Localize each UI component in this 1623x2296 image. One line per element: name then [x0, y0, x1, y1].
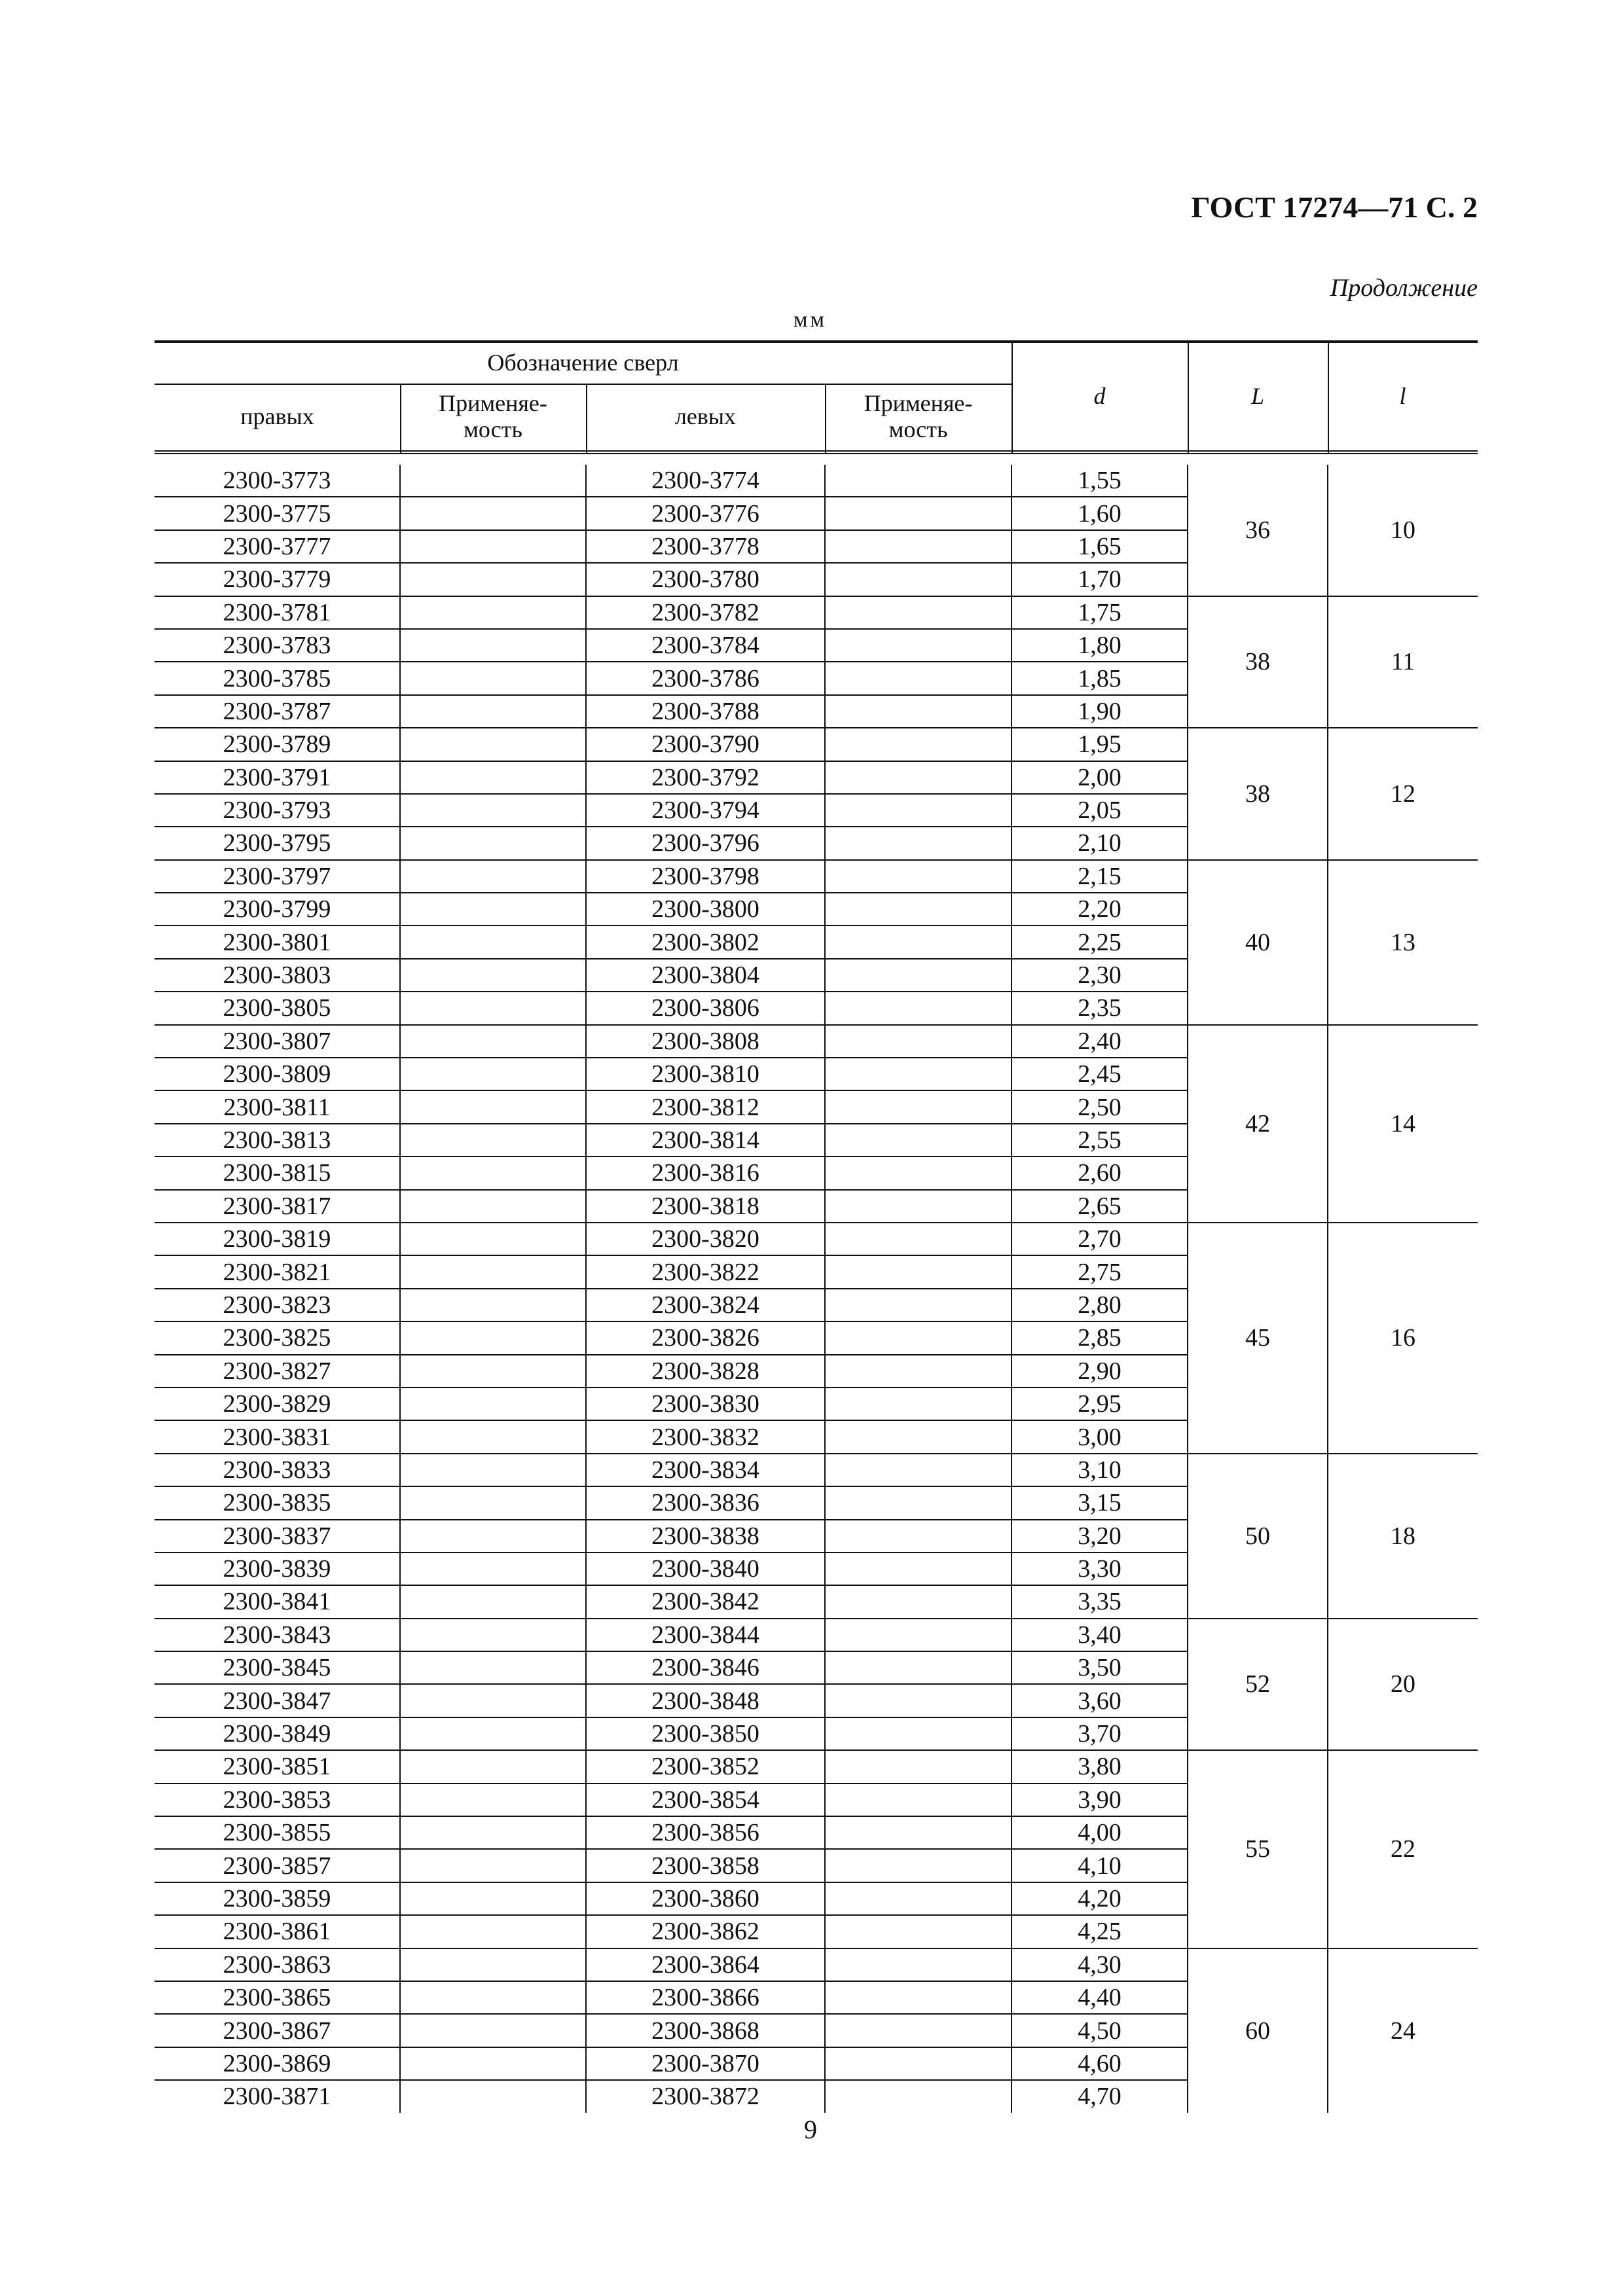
left-drill-code: 2300-3802 [586, 925, 825, 958]
header-left-drills: левых [674, 403, 737, 430]
right-drill-code: 2300-3815 [155, 1157, 400, 1189]
diameter-d: 2,75 [1012, 1255, 1188, 1288]
right-drill-code: 2300-3823 [155, 1289, 400, 1321]
right-drill-code: 2300-3841 [155, 1585, 400, 1618]
left-drill-code: 2300-3820 [586, 1223, 825, 1255]
left-drill-code: 2300-3790 [586, 728, 825, 761]
diameter-d: 2,30 [1012, 959, 1188, 992]
right-drill-code: 2300-3797 [155, 860, 400, 893]
right-drill-code: 2300-3807 [155, 1025, 400, 1058]
applicability-left-cell [825, 1025, 1012, 1058]
right-drill-code: 2300-3835 [155, 1486, 400, 1519]
applicability-right-cell [400, 662, 586, 694]
diameter-d: 1,65 [1012, 530, 1188, 563]
applicability-left-cell [825, 1190, 1012, 1223]
left-drill-code: 2300-3786 [586, 662, 825, 694]
left-drill-code: 2300-3844 [586, 1619, 825, 1651]
applicability-right-cell [400, 827, 586, 859]
applicability-left-cell [825, 1355, 1012, 1388]
left-drill-code: 2300-3808 [586, 1025, 825, 1058]
right-drill-code: 2300-3829 [155, 1388, 400, 1420]
left-drill-code: 2300-3824 [586, 1289, 825, 1321]
applicability-right-cell [400, 1321, 586, 1354]
table-row [155, 1750, 1478, 1783]
right-drill-code: 2300-3803 [155, 959, 400, 992]
table-row [155, 728, 1478, 761]
length-l: 13 [1328, 860, 1478, 1025]
diameter-d: 2,55 [1012, 1124, 1188, 1157]
diameter-d: 2,70 [1012, 1223, 1188, 1255]
diameter-d: 4,40 [1012, 1981, 1188, 2014]
right-drill-code: 2300-3831 [155, 1420, 400, 1453]
diameter-d: 2,10 [1012, 827, 1188, 859]
right-drill-code: 2300-3855 [155, 1816, 400, 1849]
length-L: 55 [1188, 1750, 1328, 1948]
applicability-right-cell [400, 925, 586, 958]
left-drill-code: 2300-3840 [586, 1552, 825, 1585]
table-row [155, 465, 1478, 497]
left-drill-code: 2300-3798 [586, 860, 825, 893]
left-drill-code: 2300-3776 [586, 497, 825, 529]
applicability-left-cell [825, 1255, 1012, 1288]
diameter-d: 3,80 [1012, 1750, 1188, 1783]
left-drill-code: 2300-3868 [586, 2014, 825, 2047]
right-drill-code: 2300-3843 [155, 1619, 400, 1651]
left-drill-code: 2300-3794 [586, 794, 825, 827]
applicability-left-cell [825, 893, 1012, 925]
right-drill-code: 2300-3821 [155, 1255, 400, 1288]
right-drill-code: 2300-3847 [155, 1684, 400, 1717]
left-drill-code: 2300-3854 [586, 1784, 825, 1816]
right-drill-code: 2300-3819 [155, 1223, 400, 1255]
left-drill-code: 2300-3814 [586, 1124, 825, 1157]
applicability-right-cell [400, 1684, 586, 1717]
left-drill-code: 2300-3842 [586, 1585, 825, 1618]
diameter-d: 2,80 [1012, 1289, 1188, 1321]
diameter-d: 4,20 [1012, 1882, 1188, 1915]
header-l: l [1399, 383, 1406, 409]
right-drill-code: 2300-3779 [155, 563, 400, 596]
left-drill-code: 2300-3830 [586, 1388, 825, 1420]
left-drill-code: 2300-3782 [586, 596, 825, 629]
diameter-d: 2,25 [1012, 925, 1188, 958]
right-drill-code: 2300-3791 [155, 761, 400, 794]
applicability-right-cell [400, 992, 586, 1024]
diameter-d: 2,95 [1012, 1388, 1188, 1420]
applicability-left-cell [825, 1388, 1012, 1420]
applicability-right-cell [400, 530, 586, 563]
left-drill-code: 2300-3804 [586, 959, 825, 992]
right-drill-code: 2300-3863 [155, 1948, 400, 1981]
right-drill-code: 2300-3811 [155, 1090, 400, 1123]
diameter-d: 2,20 [1012, 893, 1188, 925]
right-drill-code: 2300-3837 [155, 1520, 400, 1552]
left-drill-code: 2300-3822 [586, 1255, 825, 1288]
applicability-left-cell [825, 1520, 1012, 1552]
applicability-right-cell [400, 1750, 586, 1783]
right-drill-code: 2300-3817 [155, 1190, 400, 1223]
applicability-right-cell [400, 2047, 586, 2080]
table-row [155, 1223, 1478, 1255]
diameter-d: 3,15 [1012, 1486, 1188, 1519]
diameter-d: 3,90 [1012, 1784, 1188, 1816]
applicability-left-cell [825, 1454, 1012, 1486]
drills-table [155, 465, 1478, 2113]
diameter-d: 3,00 [1012, 1420, 1188, 1453]
applicability-left-cell [825, 1750, 1012, 1783]
table-row [155, 860, 1478, 893]
left-drill-code: 2300-3800 [586, 893, 825, 925]
length-l: 24 [1328, 1948, 1478, 2113]
length-L: 45 [1188, 1223, 1328, 1454]
applicability-left-cell [825, 1849, 1012, 1882]
applicability-left-cell [825, 728, 1012, 761]
applicability-right-cell [400, 1585, 586, 1618]
diameter-d: 3,70 [1012, 1717, 1188, 1750]
applicability-left-cell [825, 1321, 1012, 1354]
applicability-left-cell [825, 1915, 1012, 1948]
applicability-left-cell [825, 1420, 1012, 1453]
applicability-right-cell [400, 1223, 586, 1255]
diameter-d: 1,85 [1012, 662, 1188, 694]
left-drill-code: 2300-3816 [586, 1157, 825, 1189]
page-number: 9 [804, 2115, 817, 2144]
applicability-left-cell [825, 1486, 1012, 1519]
diameter-d: 3,20 [1012, 1520, 1188, 1552]
applicability-right-cell [400, 860, 586, 893]
applicability-left-cell [825, 1585, 1012, 1618]
applicability-right-cell [400, 959, 586, 992]
applicability-right-cell [400, 1486, 586, 1519]
table-row [155, 1619, 1478, 1651]
applicability-left-cell [825, 1981, 1012, 2014]
applicability-left-cell [825, 1684, 1012, 1717]
right-drill-code: 2300-3849 [155, 1717, 400, 1750]
left-drill-code: 2300-3864 [586, 1948, 825, 1981]
left-drill-code: 2300-3784 [586, 629, 825, 662]
applicability-left-cell [825, 925, 1012, 958]
right-drill-code: 2300-3833 [155, 1454, 400, 1486]
left-drill-code: 2300-3812 [586, 1090, 825, 1123]
diameter-d: 3,40 [1012, 1619, 1188, 1651]
applicability-left-cell [825, 827, 1012, 859]
right-drill-code: 2300-3851 [155, 1750, 400, 1783]
length-L: 36 [1188, 465, 1328, 596]
left-drill-code: 2300-3788 [586, 695, 825, 728]
left-drill-code: 2300-3796 [586, 827, 825, 859]
length-L: 38 [1188, 596, 1328, 728]
applicability-right-cell [400, 1849, 586, 1882]
left-drill-code: 2300-3832 [586, 1420, 825, 1453]
diameter-d: 2,60 [1012, 1157, 1188, 1189]
left-drill-code: 2300-3846 [586, 1651, 825, 1684]
applicability-right-cell [400, 1619, 586, 1651]
left-drill-code: 2300-3836 [586, 1486, 825, 1519]
length-L: 42 [1188, 1025, 1328, 1223]
applicability-left-cell [825, 1124, 1012, 1157]
applicability-right-cell [400, 563, 586, 596]
applicability-right-cell [400, 1784, 586, 1816]
applicability-left-cell [825, 497, 1012, 529]
right-drill-code: 2300-3809 [155, 1058, 400, 1090]
header-applicability-left: Применяе- мость [864, 390, 973, 442]
diameter-d: 3,60 [1012, 1684, 1188, 1717]
header-d: d [1093, 383, 1106, 409]
diameter-d: 2,00 [1012, 761, 1188, 794]
left-drill-code: 2300-3852 [586, 1750, 825, 1783]
applicability-left-cell [825, 629, 1012, 662]
applicability-right-cell [400, 728, 586, 761]
applicability-right-cell [400, 1981, 586, 2014]
left-drill-code: 2300-3858 [586, 1849, 825, 1882]
table-row [155, 1025, 1478, 1058]
left-drill-code: 2300-3778 [586, 530, 825, 563]
diameter-d: 4,60 [1012, 2047, 1188, 2080]
right-drill-code: 2300-3853 [155, 1784, 400, 1816]
left-drill-code: 2300-3862 [586, 1915, 825, 1948]
applicability-right-cell [400, 1124, 586, 1157]
left-drill-code: 2300-3856 [586, 1816, 825, 1849]
applicability-right-cell [400, 1157, 586, 1189]
applicability-right-cell [400, 629, 586, 662]
applicability-left-cell [825, 1882, 1012, 1915]
length-L: 38 [1188, 728, 1328, 860]
diameter-d: 4,25 [1012, 1915, 1188, 1948]
right-drill-code: 2300-3799 [155, 893, 400, 925]
diameter-d: 1,60 [1012, 497, 1188, 529]
left-drill-code: 2300-3828 [586, 1355, 825, 1388]
diameter-d: 4,30 [1012, 1948, 1188, 1981]
applicability-right-cell [400, 1948, 586, 1981]
right-drill-code: 2300-3859 [155, 1882, 400, 1915]
length-l: 14 [1328, 1025, 1478, 1223]
applicability-left-cell [825, 1816, 1012, 1849]
length-l: 12 [1328, 728, 1478, 860]
right-drill-code: 2300-3795 [155, 827, 400, 859]
left-drill-code: 2300-3850 [586, 1717, 825, 1750]
header-applicability-right: Применяе- мость [439, 390, 547, 442]
left-drill-code: 2300-3780 [586, 563, 825, 596]
continuation-label: Продолжение [1330, 274, 1478, 302]
diameter-d: 1,80 [1012, 629, 1188, 662]
right-drill-code: 2300-3869 [155, 2047, 400, 2080]
applicability-right-cell [400, 1651, 586, 1684]
left-drill-code: 2300-3806 [586, 992, 825, 1024]
applicability-right-cell [400, 1090, 586, 1123]
left-drill-code: 2300-3774 [586, 465, 825, 497]
right-drill-code: 2300-3867 [155, 2014, 400, 2047]
applicability-right-cell [400, 1255, 586, 1288]
applicability-right-cell [400, 1816, 586, 1849]
applicability-left-cell [825, 794, 1012, 827]
right-drill-code: 2300-3775 [155, 497, 400, 529]
left-drill-code: 2300-3792 [586, 761, 825, 794]
applicability-right-cell [400, 1289, 586, 1321]
applicability-left-cell [825, 761, 1012, 794]
length-l: 18 [1328, 1454, 1478, 1619]
table-row [155, 1454, 1478, 1486]
length-l: 20 [1328, 1619, 1478, 1751]
right-drill-code: 2300-3785 [155, 662, 400, 694]
diameter-d: 1,70 [1012, 563, 1188, 596]
applicability-left-cell [825, 1717, 1012, 1750]
applicability-right-cell [400, 893, 586, 925]
applicability-right-cell [400, 1388, 586, 1420]
diameter-d: 1,75 [1012, 596, 1188, 629]
applicability-left-cell [825, 1948, 1012, 1981]
drills-table-body [155, 465, 1478, 2113]
left-drill-code: 2300-3818 [586, 1190, 825, 1223]
applicability-right-cell [400, 596, 586, 629]
applicability-right-cell [400, 1420, 586, 1453]
length-l: 11 [1328, 596, 1478, 728]
applicability-right-cell [400, 695, 586, 728]
length-l: 16 [1328, 1223, 1478, 1454]
right-drill-code: 2300-3813 [155, 1124, 400, 1157]
right-drill-code: 2300-3805 [155, 992, 400, 1024]
applicability-right-cell [400, 1552, 586, 1585]
diameter-d: 2,15 [1012, 860, 1188, 893]
left-drill-code: 2300-3870 [586, 2047, 825, 2080]
applicability-right-cell [400, 794, 586, 827]
applicability-left-cell [825, 959, 1012, 992]
units-label: мм [793, 308, 828, 332]
length-l: 10 [1328, 465, 1478, 596]
diameter-d: 4,70 [1012, 2080, 1188, 2112]
applicability-right-cell [400, 1025, 586, 1058]
diameter-d: 1,95 [1012, 728, 1188, 761]
applicability-right-cell [400, 497, 586, 529]
applicability-right-cell [400, 2014, 586, 2047]
applicability-right-cell [400, 465, 586, 497]
header-designation-group: Обозначение сверл [487, 350, 679, 376]
applicability-left-cell [825, 1090, 1012, 1123]
applicability-right-cell [400, 1454, 586, 1486]
diameter-d: 2,65 [1012, 1190, 1188, 1223]
applicability-left-cell [825, 465, 1012, 497]
applicability-right-cell [400, 1520, 586, 1552]
left-drill-code: 2300-3834 [586, 1454, 825, 1486]
applicability-left-cell [825, 2080, 1012, 2112]
left-drill-code: 2300-3838 [586, 1520, 825, 1552]
diameter-d: 1,90 [1012, 695, 1188, 728]
diameter-d: 2,05 [1012, 794, 1188, 827]
diameter-d: 2,45 [1012, 1058, 1188, 1090]
right-drill-code: 2300-3827 [155, 1355, 400, 1388]
diameter-d: 2,50 [1012, 1090, 1188, 1123]
applicability-left-cell [825, 563, 1012, 596]
applicability-left-cell [825, 596, 1012, 629]
applicability-left-cell [825, 1619, 1012, 1651]
applicability-left-cell [825, 1289, 1012, 1321]
applicability-left-cell [825, 2047, 1012, 2080]
left-drill-code: 2300-3810 [586, 1058, 825, 1090]
applicability-left-cell [825, 530, 1012, 563]
right-drill-code: 2300-3789 [155, 728, 400, 761]
applicability-left-cell [825, 695, 1012, 728]
right-drill-code: 2300-3773 [155, 465, 400, 497]
applicability-left-cell [825, 1651, 1012, 1684]
right-drill-code: 2300-3865 [155, 1981, 400, 2014]
header-L: L [1250, 383, 1265, 409]
applicability-left-cell [825, 662, 1012, 694]
applicability-right-cell [400, 1882, 586, 1915]
applicability-right-cell [400, 1717, 586, 1750]
left-drill-code: 2300-3860 [586, 1882, 825, 1915]
diameter-d: 2,85 [1012, 1321, 1188, 1354]
diameter-d: 3,35 [1012, 1585, 1188, 1618]
table-row [155, 1948, 1478, 1981]
table-header [155, 340, 1478, 454]
length-L: 52 [1188, 1619, 1328, 1751]
applicability-right-cell [400, 1190, 586, 1223]
left-drill-code: 2300-3826 [586, 1321, 825, 1354]
applicability-right-cell [400, 1058, 586, 1090]
length-L: 60 [1188, 1948, 1328, 2113]
diameter-d: 4,00 [1012, 1816, 1188, 1849]
applicability-left-cell [825, 860, 1012, 893]
diameter-d: 3,10 [1012, 1454, 1188, 1486]
applicability-left-cell [825, 992, 1012, 1024]
document-code: ГОСТ 17274—71 С. 2 [1191, 190, 1478, 224]
applicability-left-cell [825, 1223, 1012, 1255]
applicability-right-cell [400, 1915, 586, 1948]
length-L: 40 [1188, 860, 1328, 1025]
applicability-right-cell [400, 1355, 586, 1388]
right-drill-code: 2300-3871 [223, 2083, 331, 2111]
applicability-left-cell [825, 1058, 1012, 1090]
right-drill-code: 2300-3825 [155, 1321, 400, 1354]
right-drill-code: 2300-3777 [155, 530, 400, 563]
right-drill-code: 2300-3845 [155, 1651, 400, 1684]
diameter-d: 3,50 [1012, 1651, 1188, 1684]
diameter-d: 2,40 [1012, 1025, 1188, 1058]
applicability-left-cell [825, 1784, 1012, 1816]
right-drill-code: 2300-3801 [155, 925, 400, 958]
length-l: 22 [1328, 1750, 1478, 1948]
right-drill-code: 2300-3793 [155, 794, 400, 827]
diameter-d: 2,90 [1012, 1355, 1188, 1388]
right-drill-code: 2300-3781 [155, 596, 400, 629]
diameter-d: 1,55 [1012, 465, 1188, 497]
left-drill-code: 2300-3848 [586, 1684, 825, 1717]
diameter-d: 4,50 [1012, 2014, 1188, 2047]
applicability-left-cell [825, 1157, 1012, 1189]
right-drill-code: 2300-3861 [155, 1915, 400, 1948]
diameter-d: 3,30 [1012, 1552, 1188, 1585]
table-row [155, 596, 1478, 629]
applicability-right-cell [400, 2080, 586, 2112]
right-drill-code: 2300-3783 [155, 629, 400, 662]
applicability-right-cell [400, 761, 586, 794]
applicability-left-cell [825, 1552, 1012, 1585]
header-right-drills: правых [240, 403, 314, 430]
right-drill-code: 2300-3839 [155, 1552, 400, 1585]
left-drill-code: 2300-3872 [586, 2080, 825, 2112]
left-drill-code: 2300-3866 [586, 1981, 825, 2014]
right-drill-code: 2300-3857 [155, 1849, 400, 1882]
applicability-left-cell [825, 2014, 1012, 2047]
right-drill-code: 2300-3787 [155, 695, 400, 728]
diameter-d: 4,10 [1012, 1849, 1188, 1882]
diameter-d: 2,35 [1012, 992, 1188, 1024]
length-L: 50 [1188, 1454, 1328, 1619]
